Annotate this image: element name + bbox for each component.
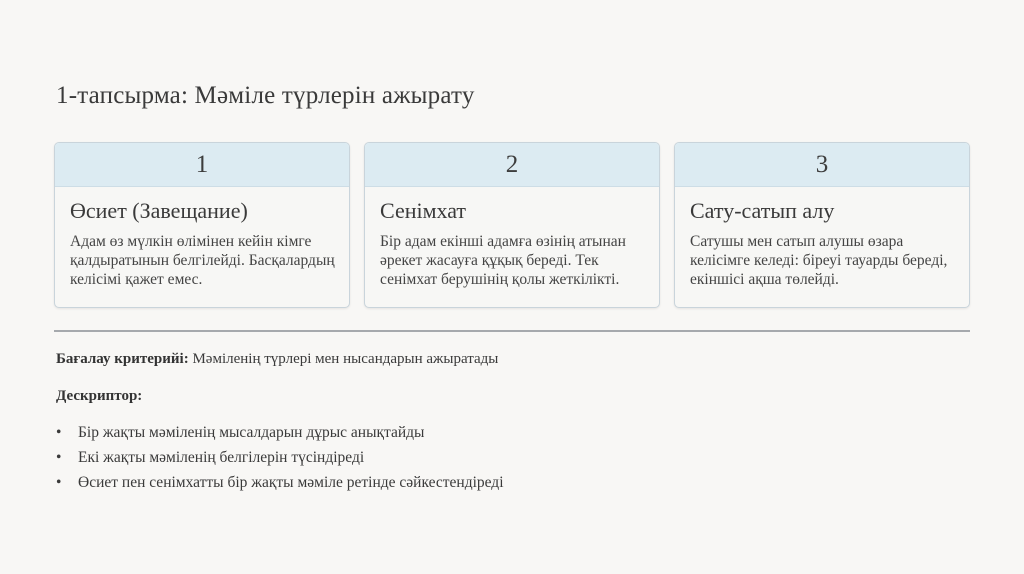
bullet-icon: • [56,474,62,491]
descriptor-label: Дескриптор: [56,388,143,404]
card-number: 3 [675,143,969,187]
descriptor-list [56,424,504,499]
card-number: 1 [55,143,349,187]
card-heading: Сенімхат [380,198,467,223]
card-text: Сатушы мен сатып алушы өзара келісімге келеді: біреуі тауарды береді, екіншісі ақша төлейді. [690,233,948,288]
list-item [56,449,504,474]
card-text: Адам өз мүлкін өлімінен кейін кімге қалдыратынын белгілейді. Басқалардың келісімі қажет емес. [70,233,335,288]
criteria-line [56,351,498,368]
criteria-value: Мәміленің түрлері мен нысандарын ажыратады [188,351,499,367]
card-1 [54,142,350,308]
bullet-icon: • [56,424,62,441]
card-2 [364,142,660,308]
descriptor-text: Екі жақты мәміленің белгілерін түсіндіреді [78,449,365,466]
list-item [56,424,504,449]
card-number: 2 [365,143,659,187]
divider-line [54,330,970,332]
bullet-icon: • [56,449,62,466]
descriptor-text: Бір жақты мәміленің мысалдарын дұрыс анықтайды [78,424,425,441]
card-heading: Сату-сатып алу [690,198,835,223]
page-title: 1-тапсырма: Мәміле түрлерін ажырату [56,82,475,109]
list-item [56,474,504,499]
criteria-label: Бағалау критерийі: [56,351,189,367]
card-text: Бір адам екінші адамға өзінің атынан әрекет жасауға құқық береді. Тек сенімхат берушінің қолы жеткілікті. [380,233,626,288]
card-heading: Өсиет (Завещание) [70,198,248,223]
card-3 [674,142,970,308]
descriptor-text: Өсиет пен сенімхатты бір жақты мәміле ретінде сәйкестендіреді [78,474,504,491]
